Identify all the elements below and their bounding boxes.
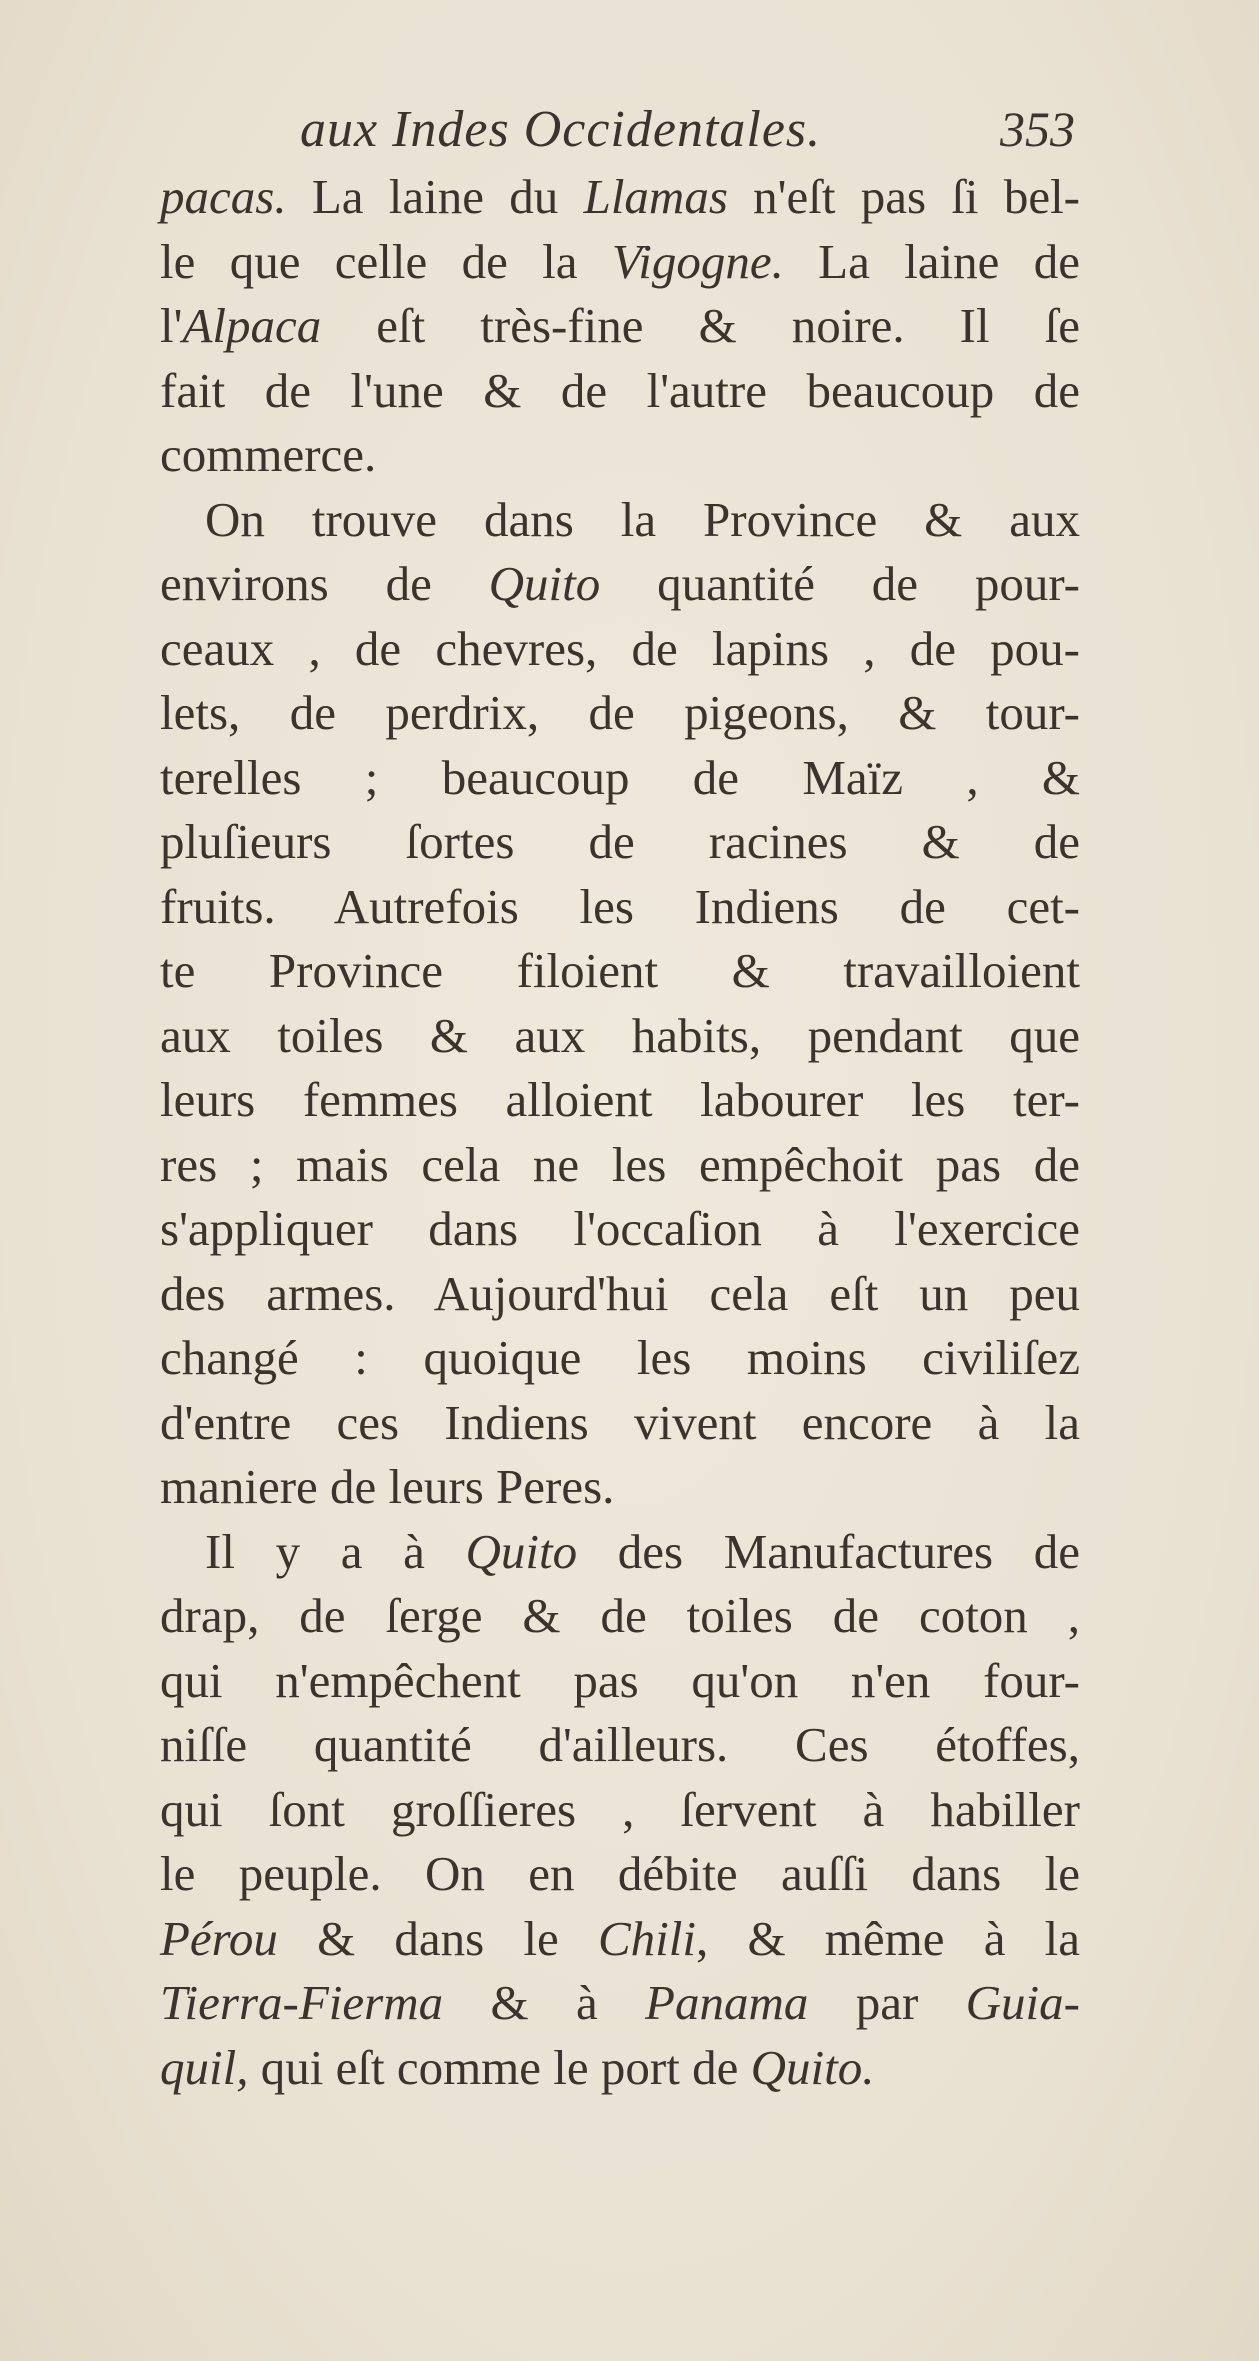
paragraph (160, 488, 1080, 1520)
text-segment: La laine du (286, 169, 584, 224)
text-line (160, 1262, 1080, 1327)
text-line (160, 810, 1080, 875)
text-segment: changé : quoique les moins civiliſez (160, 1330, 1080, 1385)
text-line (160, 1649, 1080, 1714)
text-segment: leurs femmes alloient labourer les ter- (160, 1072, 1080, 1127)
text-line (160, 746, 1080, 811)
italic-text: Chili (598, 1910, 697, 1966)
text-segment: qui ſont groſſieres , ſervent à habiller (160, 1781, 1080, 1837)
text-line (160, 294, 1080, 359)
text-line (160, 359, 1080, 424)
text-segment: qui eſt comme le port de (248, 2039, 751, 2095)
text-segment: eſt très-fine & noire. Il ſe (321, 298, 1080, 353)
text-segment: des armes. Aujourd'hui cela eſt un peu (160, 1265, 1080, 1321)
text-line (160, 1391, 1080, 1456)
body-text (160, 165, 1080, 2100)
text-segment: fait de l'une & de l'autre beaucoup de (160, 362, 1080, 418)
italic-text: Llamas (583, 169, 728, 224)
text-segment: te Province filoient & travailloient (160, 943, 1080, 998)
text-segment: quantité de pour- (600, 556, 1080, 611)
italic-text: Alpaca (182, 298, 322, 353)
italic-text: Quito (465, 1523, 578, 1579)
text-segment: & à (443, 1975, 646, 2030)
text-segment: aux toiles & aux habits, pendant que (160, 1007, 1080, 1063)
page-number: 353 (1000, 101, 1075, 157)
italic-text: Tierra-Fierma (160, 1975, 444, 2030)
text-line (160, 1778, 1080, 1843)
text-segment: d'entre ces Indiens vivent encore à la (160, 1394, 1080, 1450)
text-segment: pluſieurs ſortes de racines & de (160, 814, 1080, 869)
text-segment: environs de (160, 556, 489, 611)
italic-text: Panama (645, 1975, 809, 2030)
text-segment: le que celle de la (160, 233, 612, 289)
text-segment: des Manufactures de (577, 1523, 1080, 1579)
text-segment: res ; mais cela ne les empêchoit pas de (160, 1136, 1080, 1192)
text-line (160, 939, 1080, 1004)
italic-text: Quito (488, 556, 601, 611)
text-line (160, 1197, 1080, 1262)
text-line (160, 552, 1080, 617)
text-line (160, 1455, 1080, 1520)
text-line (160, 165, 1080, 230)
running-head: aux Indes Occidentales. (300, 101, 822, 158)
text-segment: s'appliquer dans l'occaſion à l'exercice (160, 1201, 1080, 1256)
text-line (160, 1520, 1080, 1585)
text-segment: commerce. (160, 427, 377, 482)
text-segment: On trouve dans la Province & aux (205, 491, 1080, 547)
text-segment: maniere de leurs Peres. (160, 1459, 615, 1514)
text-line (160, 1004, 1080, 1069)
text-line (160, 1326, 1080, 1391)
text-line (160, 1584, 1080, 1649)
text-segment: lets, de perdrix, de pigeons, & tour- (160, 685, 1080, 740)
text-segment: ceaux , de chevres, de lapins , de pou- (160, 620, 1080, 676)
text-line (160, 1068, 1080, 1133)
text-segment: niſſe quantité d'ailleurs. Ces étoffes, (160, 1717, 1080, 1772)
text-segment: l' (160, 298, 183, 353)
text-line (160, 488, 1080, 553)
italic-text: pacas. (160, 169, 287, 224)
text-line (160, 1713, 1080, 1778)
paragraph (160, 165, 1080, 488)
text-segment: Il y a à (205, 1523, 466, 1579)
text-segment: n'eſt pas ſi bel- (727, 169, 1080, 224)
italic-text: Guia- (965, 1975, 1080, 2030)
text-segment: terelles ; beaucoup de Maïz , & (160, 749, 1080, 805)
italic-text: Pérou (160, 1910, 278, 1966)
paragraph (160, 1520, 1080, 2101)
text-segment: par (808, 1975, 966, 2030)
text-line (160, 617, 1080, 682)
text-line (160, 1907, 1080, 1972)
text-segment: le peuple. On en débite auſſi dans le (160, 1846, 1080, 1901)
page-header (0, 100, 1259, 170)
text-segment: drap, de ſerge & de toiles de coton , (160, 1588, 1080, 1643)
italic-text: Vigogne. (611, 233, 784, 289)
text-line (160, 423, 1080, 488)
text-line (160, 875, 1080, 940)
text-segment: & dans le (277, 1910, 598, 1966)
text-segment: qui n'empêchent pas qu'on n'en four- (160, 1652, 1080, 1708)
text-segment: fruits. Autrefois les Indiens de cet- (160, 878, 1080, 934)
text-segment: La laine de (783, 233, 1081, 289)
text-line (160, 1971, 1080, 2036)
italic-text: quil, (160, 2039, 249, 2095)
text-line (160, 1842, 1080, 1907)
italic-text: Quito. (750, 2039, 875, 2095)
text-line (160, 1133, 1080, 1198)
text-line (160, 230, 1080, 295)
text-line (160, 681, 1080, 746)
text-line (160, 2036, 1080, 2101)
text-segment: , & même à la (696, 1910, 1080, 1966)
